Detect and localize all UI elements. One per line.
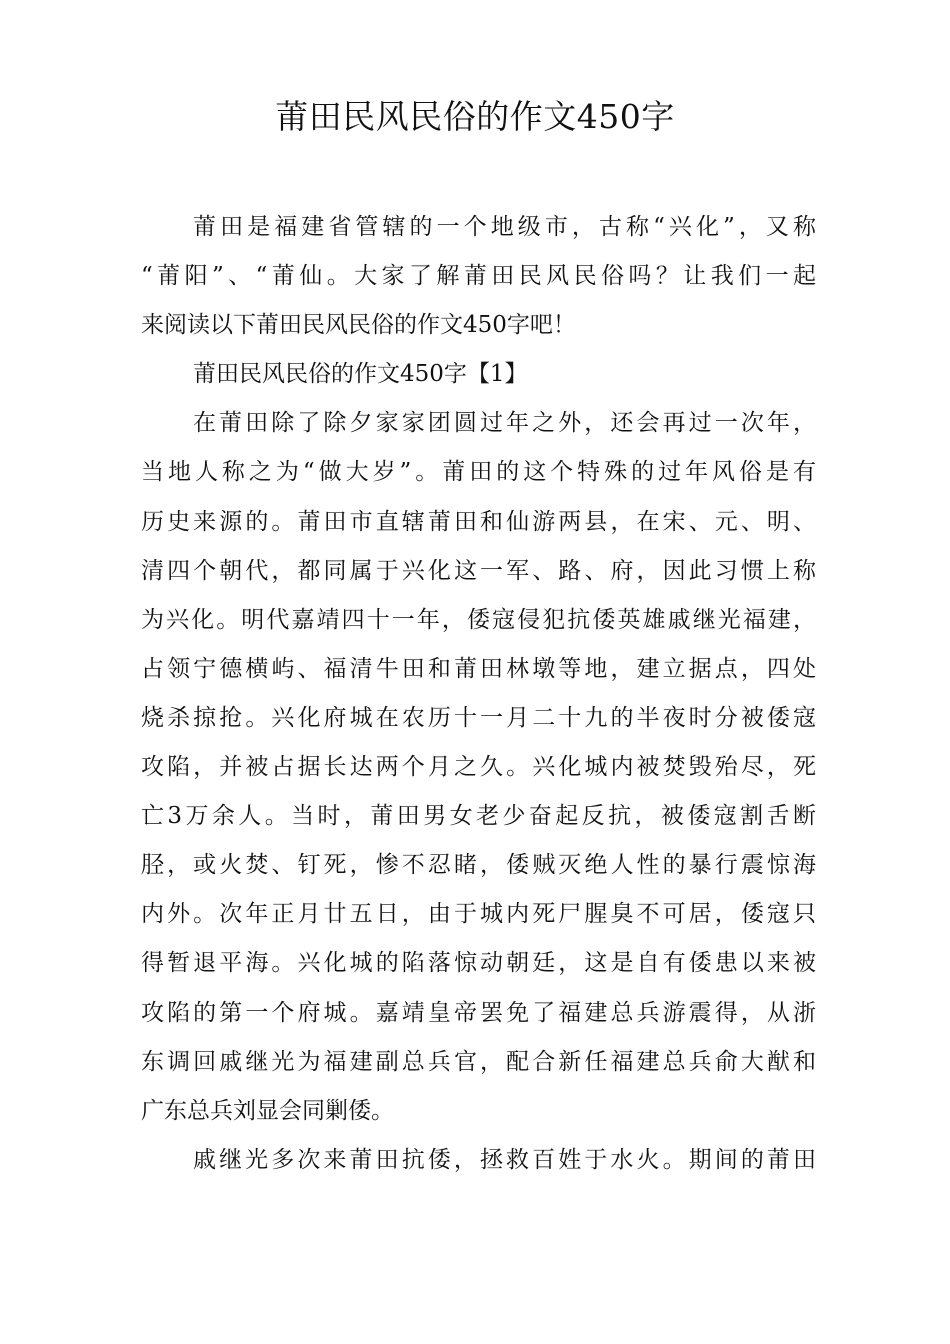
paragraph-line: 占领宁德横屿、福清牛田和莆田林墩等地，建立据点，四处 — [141, 655, 816, 682]
paragraph-line: 在莆田除了除夕家家团圆过年之外，还会再过一次年， — [193, 410, 816, 437]
paragraph-line: 攻陷，并被占据长达两个月之久。兴化城内被焚毁殆尽，死 — [141, 754, 816, 781]
paragraph-line: 莆田是福建省管辖的一个地级市，古称“兴化”，又称 — [193, 214, 816, 240]
paragraph-line: 得暂退平海。兴化城的陷落惊动朝廷，这是自有倭患以来被 — [141, 950, 816, 977]
paragraph-line: “莆阳”、“莆仙。大家了解莆田民风民俗吗？让我们一起 — [141, 263, 816, 290]
paragraph-line: 清四个朝代，都同属于兴化这一军、路、府，因此习惯上称 — [141, 557, 816, 584]
paragraph-line: 攻陷的第一个府城。嘉靖皇帝罢免了福建总兵游震得，从浙 — [141, 999, 816, 1026]
paragraph-line: 当地人称之为“做大岁”。莆田的这个特殊的过年风俗是有 — [141, 459, 816, 486]
paragraph-line: 内外。次年正月廿五日，由于城内死尸腥臭不可居，倭寇只 — [141, 901, 816, 928]
document-title: 莆田民风民俗的作文450字 — [275, 97, 675, 136]
paragraph-line: 烧杀掠抢。兴化府城在农历十一月二十九的半夜时分被倭寇 — [141, 704, 816, 731]
paragraph-line: 胫，或火焚、钉死，惨不忍睹，倭贼灭绝人性的暴行震惊海 — [141, 852, 816, 879]
section-heading: 莆田民风民俗的作文450字【1】 — [193, 361, 528, 388]
paragraph-line: 历史来源的。莆田市直辖莆田和仙游两县，在宋、元、明、 — [141, 508, 816, 535]
paragraph-line: 为兴化。明代嘉靖四十一年，倭寇侵犯抗倭英雄戚继光福建， — [141, 606, 816, 633]
paragraph-line: 戚继光多次来莆田抗倭，拯救百姓于水火。期间的莆田 — [193, 1146, 816, 1173]
paragraph-line: 东调回戚继光为福建副总兵官，配合新任福建总兵俞大猷和 — [141, 1048, 816, 1075]
document-body — [141, 203, 816, 1185]
paragraph-line: 亡3万余人。当时，莆田男女老少奋起反抗，被倭寇割舌断 — [141, 803, 816, 830]
paragraph-line: 来阅读以下莆田民风民俗的作文450字吧！ — [141, 312, 576, 339]
paragraph-line: 广东总兵刘显会同剿倭。 — [141, 1097, 394, 1124]
